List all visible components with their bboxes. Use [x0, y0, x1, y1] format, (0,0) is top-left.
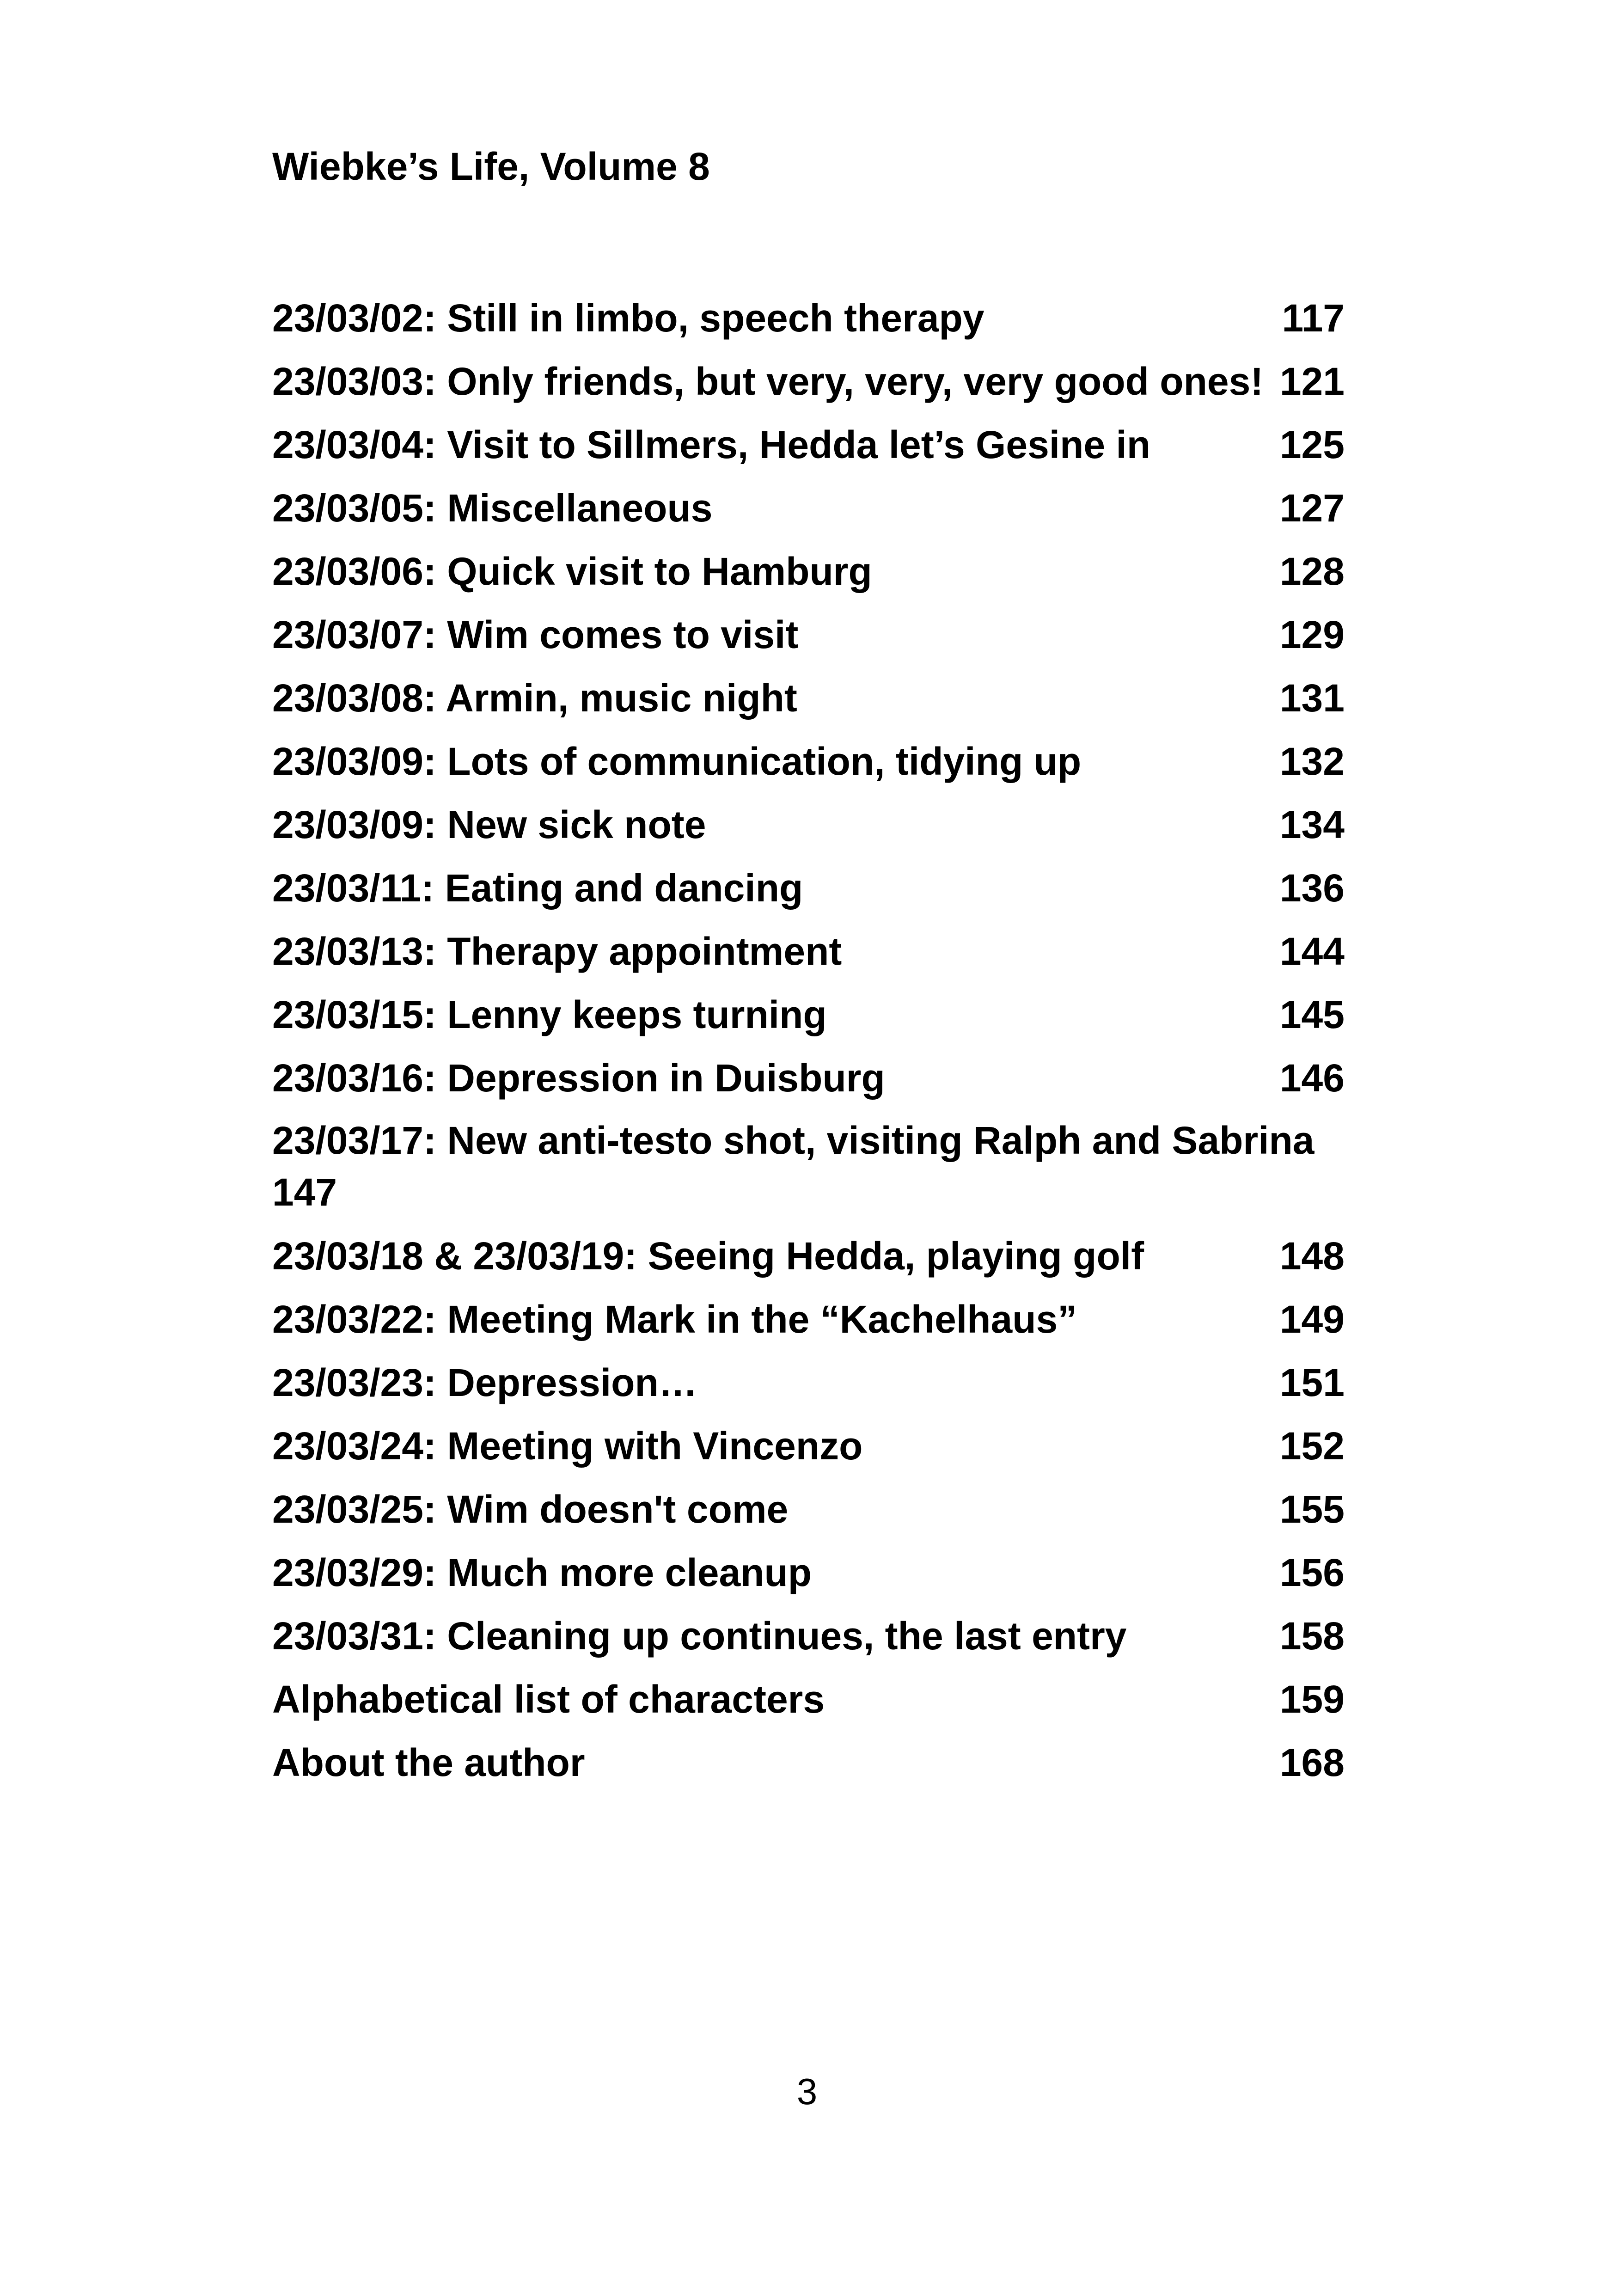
toc-entry-title: 23/03/06: Quick visit to Hamburg [272, 550, 872, 593]
toc-entry-page: 136 [1279, 866, 1345, 910]
toc-entry[interactable] [272, 920, 1345, 983]
toc-entry-title: 23/03/04: Visit to Sillmers, Hedda let’s Gesine in [272, 423, 1151, 466]
toc-entry[interactable] [272, 1541, 1345, 1604]
toc-entry-page: 156 [1279, 1551, 1345, 1594]
page-number: 3 [796, 2071, 818, 2112]
toc-entry-title: 23/03/09: Lots of communication, tidying up [272, 740, 1082, 783]
toc-entry-page: 129 [1279, 613, 1345, 656]
toc-entry-title: Alphabetical list of characters [272, 1678, 825, 1721]
toc-entry[interactable] [272, 983, 1345, 1047]
toc-entry-page: 168 [1279, 1741, 1345, 1784]
toc-entry-title: 23/03/11: Eating and dancing [272, 866, 803, 910]
toc-entry-title: 23/03/08: Armin, music night [272, 676, 797, 720]
toc-entry[interactable] [272, 793, 1345, 857]
toc-entry[interactable] [272, 350, 1345, 413]
toc-entry-title: About the author [272, 1741, 585, 1784]
toc-entry[interactable] [272, 1225, 1345, 1288]
toc-entry[interactable] [272, 667, 1345, 730]
toc-entry[interactable] [272, 1110, 1345, 1225]
toc-entry[interactable] [272, 1047, 1345, 1110]
toc-entry-title: 23/03/18 & 23/03/19: Seeing Hedda, playing golf [272, 1234, 1144, 1278]
toc-entry-title: 23/03/03: Only friends, but very, very, very good ones! [272, 360, 1264, 403]
toc-entry-page: 148 [1279, 1234, 1345, 1278]
toc-entry[interactable] [272, 730, 1345, 793]
toc-entry[interactable] [272, 287, 1345, 350]
toc-entry-title: 23/03/31: Cleaning up continues, the last entry [272, 1614, 1127, 1658]
toc-entry[interactable] [272, 1478, 1345, 1541]
toc-entry[interactable] [272, 1414, 1345, 1478]
toc-entry-title: 23/03/07: Wim comes to visit [272, 613, 799, 656]
toc-entry-page: 158 [1279, 1614, 1345, 1658]
toc-entry-page: 155 [1279, 1488, 1345, 1531]
toc-entry[interactable] [272, 857, 1345, 920]
table-of-contents [272, 287, 1345, 1794]
toc-entry-page: 128 [1279, 550, 1345, 593]
toc-entry[interactable] [272, 540, 1345, 603]
toc-entry-title: 23/03/15: Lenny keeps turning [272, 993, 827, 1036]
toc-entry-page: 132 [1279, 740, 1345, 783]
toc-entry-title: 23/03/29: Much more cleanup [272, 1551, 812, 1594]
toc-entry-page: 145 [1279, 993, 1345, 1036]
toc-entry-page: 127 [1279, 486, 1345, 530]
toc-entry-page: 121 [1279, 360, 1345, 403]
toc-entry-page: 149 [1279, 1298, 1345, 1341]
toc-entry[interactable] [272, 477, 1345, 540]
toc-entry[interactable] [272, 1668, 1345, 1731]
toc-entry[interactable] [272, 1604, 1345, 1668]
toc-entry-page: 117 [1282, 296, 1345, 340]
toc-entry[interactable] [272, 1288, 1345, 1351]
toc-entry-page: 144 [1279, 930, 1345, 973]
toc-entry-title: 23/03/25: Wim doesn't come [272, 1488, 789, 1531]
toc-entry-title: 23/03/17: New anti-testo shot, visiting Ralph and Sabrina [272, 1119, 1314, 1162]
toc-entry-title: 23/03/02: Still in limbo, speech therapy [272, 296, 984, 340]
toc-entry[interactable] [272, 1731, 1345, 1794]
toc-entry-title: 23/03/23: Depression… [272, 1361, 697, 1404]
toc-entry-page: 146 [1279, 1056, 1345, 1100]
toc-entry-page: 131 [1279, 676, 1345, 720]
toc-entry[interactable] [272, 1351, 1345, 1414]
toc-entry-page: 134 [1279, 803, 1345, 846]
toc-entry-page: 125 [1279, 423, 1345, 466]
toc-entry-title: 23/03/09: New sick note [272, 803, 706, 846]
toc-entry[interactable] [272, 603, 1345, 667]
toc-entry-title: 23/03/24: Meeting with Vincenzo [272, 1424, 863, 1468]
toc-entry-page: 152 [1279, 1424, 1345, 1468]
toc-entry-page: 151 [1279, 1361, 1345, 1404]
toc-entry-title: 23/03/13: Therapy appointment [272, 930, 842, 973]
toc-entry-title: 23/03/05: Miscellaneous [272, 486, 713, 530]
toc-entry-title: 23/03/22: Meeting Mark in the “Kachelhaus” [272, 1298, 1077, 1341]
toc-entry-title: 23/03/16: Depression in Duisburg [272, 1056, 885, 1100]
toc-entry[interactable] [272, 413, 1345, 477]
book-title: Wiebke’s Life, Volume 8 [272, 145, 710, 188]
toc-entry-page: 159 [1279, 1678, 1345, 1721]
toc-entry-page: 147 [272, 1170, 337, 1214]
